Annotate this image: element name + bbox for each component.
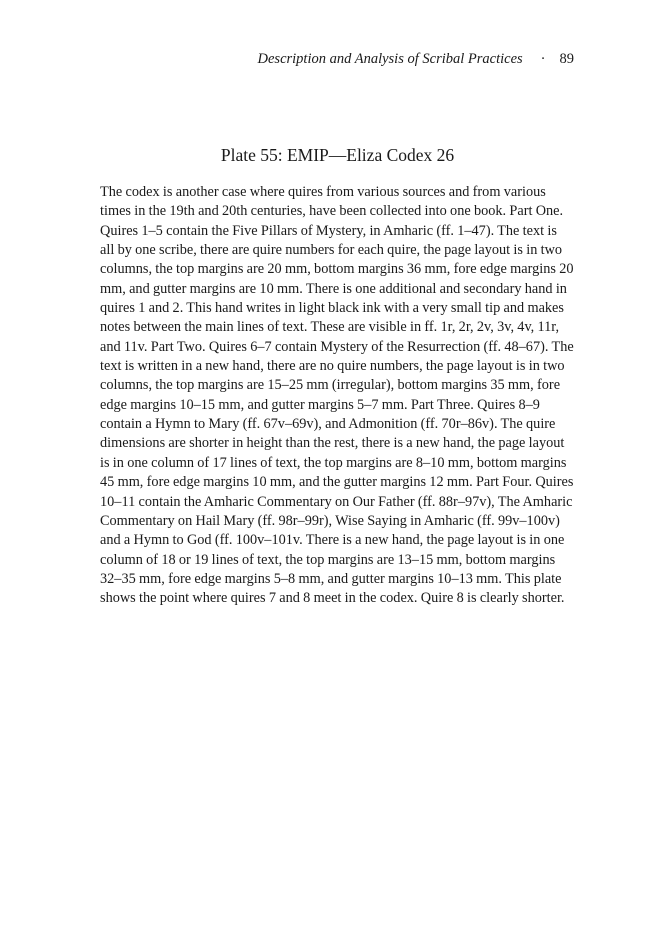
- page-number: 89: [559, 51, 574, 67]
- running-head-title: Description and Analysis of Scribal Practices: [257, 51, 523, 67]
- plate-title: Plate 55: EMIP—Eliza Codex 26: [220, 145, 455, 165]
- body-paragraph: The codex is another case where quires from various sources and from various times in the 19th and 20th centuries, have been collected into one book. Part One. Quires 1–5 contain the Five Pillars of Mystery, in Amharic (ff. 1–47). The text is all by one scribe, there are quire numbers for each quire, the page layout is in two columns, the top margins are 20 mm, bottom margins 36 mm, fore edge margins 20 mm, and gutter margins are 10 mm. There is one additional and secondary hand in quires 1 and 2. This hand writes in light black ink with a very small tip and makes notes between the main lines of text. These are visible in ff. 1r, 2r, 2v, 3v, 4v, 11r, and 11v. Part Two. Quires 6–7 contain Mystery of the Resurrection (ff. 48–67). The text is written in a new hand, there are no quire numbers, the page layout is in two columns, the top margins are 15–25 mm (irregular), bottom margins 35 mm, fore edge margins 10–15 mm, and gutter margins 5–7 mm. Part Three. Quires 8–9 contain a Hymn to Mary (ff. 67v–69v), and Admonition (ff. 70r–86v). The quire dimensions are shorter in height than the rest, there is a new hand, the page layout is in one column of 17 lines of text, the top margins are 8–10 mm, bottom margins 45 mm, fore edge margins 10 mm, and the gutter margins 12 mm. Part Four. Quires 10–11 contain the Amharic Commentary on Our Father (ff. 88r–97v), The Amharic Commentary on Hail Mary (ff. 98r–99r), Wise Saying in Amharic (ff. 99v–100v) and a Hymn to God (ff. 100v–101v. There is a new hand, the page layout is in one column of 18 or 19 lines of text, the top margins are 13–15 mm, bottom margins 32–35 mm, fore edge margins 5–8 mm, and gutter margins 10–13 mm. This plate shows the point where quires 7 and 8 meet in the codex. Quire 8 is clearly shorter.: [100, 184, 574, 607]
- running-head-separator: ·: [540, 51, 546, 67]
- running-head: [258, 50, 574, 68]
